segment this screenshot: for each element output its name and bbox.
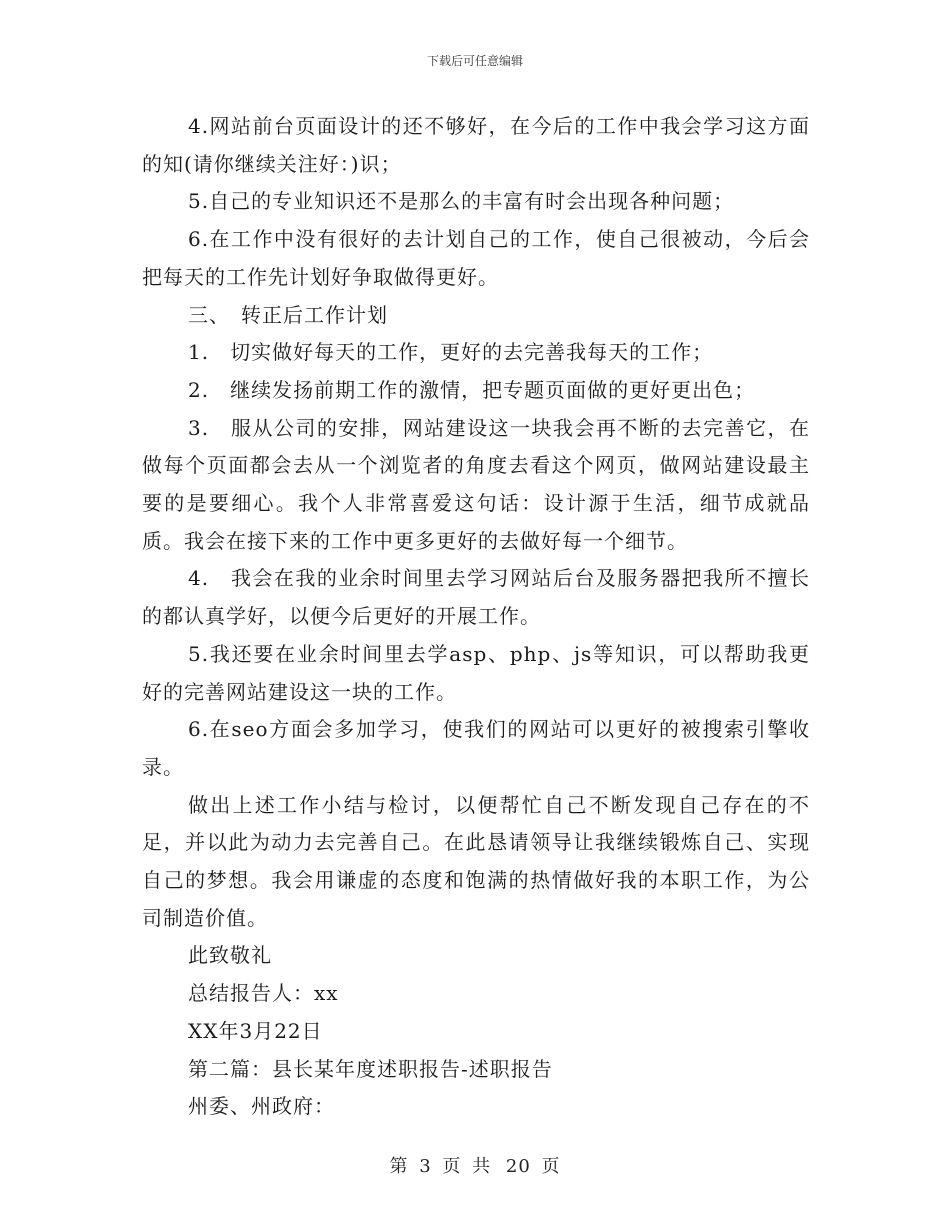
footer-prefix: 第 xyxy=(389,1156,409,1177)
paragraph-item-5-knowledge: 5.自己的专业知识还不是那么的丰富有时会出现各种问题； xyxy=(188,189,735,214)
addressee: 州委、州政府： xyxy=(188,1094,335,1119)
current-page-number: 3 xyxy=(419,1156,432,1177)
paragraph-plan-1: 1. 切实做好每天的工作，更好的去完善我每天的工作； xyxy=(188,340,714,365)
paragraph-plan-3: 3. 服从公司的安排，网站建设这一块我会再不断的去完善它，在做每个页面都会去从一个浏览者的角度去看这个网页，做网站建设最主要的是要细心。我个人非常喜爱这句话：设计源于生活，细节成就品质。我会在接下来的工作中更多更好的去做好每一个细节。 xyxy=(142,415,810,553)
paragraph-item-4-website-design: 4.网站前台页面设计的还不够好，在今后的工作中我会学习这方面的知(请你继续关注好：)识； xyxy=(142,114,810,176)
page-header: 下载后可任意编辑 xyxy=(426,54,523,68)
paragraph-plan-2: 2. 继续发扬前期工作的激情，把专题页面做的更好更出色； xyxy=(188,377,756,402)
section-heading-work-plan: 三、 转正后工作计划 xyxy=(188,302,388,327)
paragraph-conclusion: 做出上述工作小结与检讨，以便帮忙自己不断发现自己存在的不足，并以此为动力去完善自己。在此恳请领导让我继续锻炼自己、实现自己的梦想。我会用谦虚的态度和饱满的热情做好我的本职工作，为公司制造价值。 xyxy=(142,792,810,930)
paragraph-plan-5: 5.我还要在业余时间里去学asp、php、js等知识，可以帮助我更好的完善网站建设这一块的工作。 xyxy=(142,641,810,704)
paragraph-item-6-planning: 6.在工作中没有很好的去计划自己的工作，使自己很被动，今后会把每天的工作先计划好争取做得更好。 xyxy=(142,227,810,289)
second-article-title: 第二篇：县长某年度述职报告-述职报告 xyxy=(188,1056,553,1081)
total-page-count: 20 xyxy=(505,1156,531,1177)
closing-salutation: 此致敬礼 xyxy=(188,943,272,968)
footer-page-word: 页 xyxy=(442,1156,462,1177)
footer-suffix: 页 xyxy=(541,1156,561,1177)
report-author: 总结报告人：xx xyxy=(188,981,339,1006)
paragraph-plan-4: 4. 我会在我的业余时间里去学习网站后台及服务器把我所不擅长的都认真学好，以便今后更好的开展工作。 xyxy=(142,566,810,629)
document-body xyxy=(142,108,810,1126)
footer-total-word: 共 xyxy=(472,1156,492,1177)
report-date: XX年3月22日 xyxy=(188,1018,323,1043)
page-footer xyxy=(0,1152,950,1178)
paragraph-plan-6: 6.在seo方面会多加学习，使我们的网站可以更好的被搜索引擎收录。 xyxy=(142,717,810,779)
